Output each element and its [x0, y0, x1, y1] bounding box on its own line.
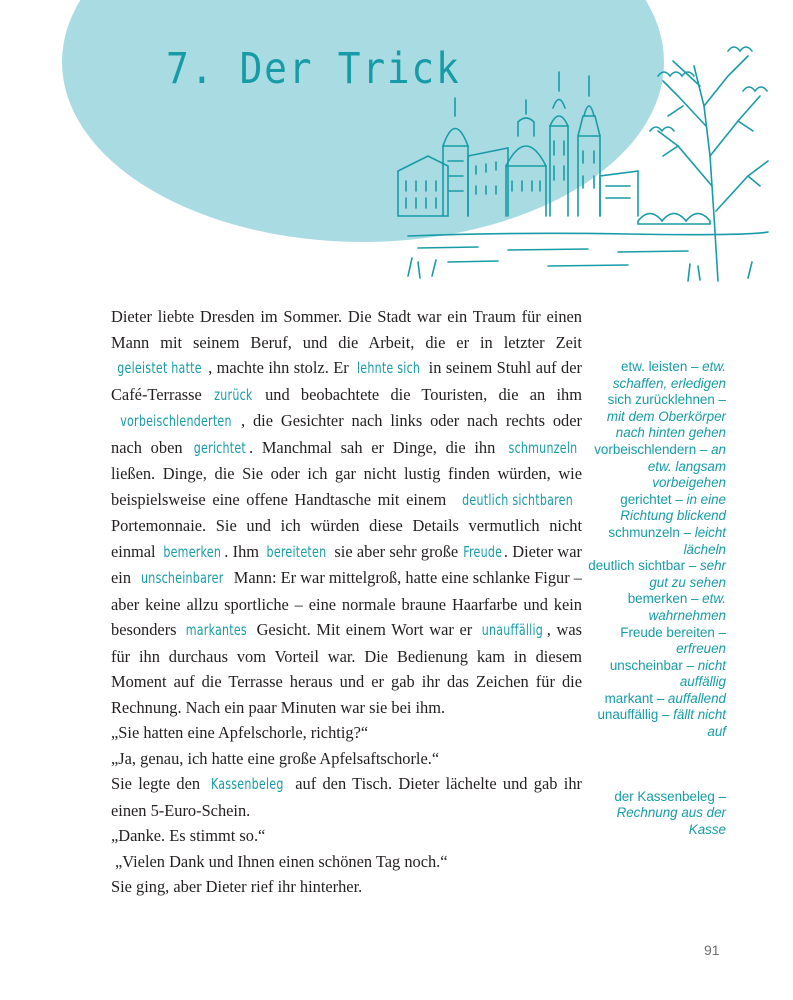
vocabulary-entry: sich zurücklehnen – mit dem Oberkörper nach hinten gehen — [606, 392, 726, 441]
chapter-title: 7. Der Trick — [166, 44, 461, 94]
glossed-word: lehnte sich — [357, 359, 421, 377]
vocabulary-entry: schmunzeln – leicht lächeln — [608, 524, 726, 557]
glossed-word: unscheinbarer — [141, 569, 224, 587]
paragraph-text: Mann: Er war mittelgroß, hatte eine schlanke Figur – aber keine allzu sportliche – eine normale braune Haarfarbe und kein besonders — [111, 568, 582, 639]
vocabulary-definition: in eine Richtung blickend — [620, 491, 726, 524]
vocabulary-list — [588, 359, 726, 741]
vocabulary-term: der Kassenbeleg — [614, 788, 715, 804]
vocabulary-definition: mit dem Oberkörper nach hinten gehen — [606, 408, 726, 441]
vocabulary-list — [588, 789, 726, 839]
glossed-word: bemerken — [163, 542, 221, 561]
paragraph-text: . Ihm — [224, 541, 264, 561]
vocabulary-entry: bemerken – etw. wahrnehmen — [627, 591, 726, 623]
vocabulary-definition: nicht auffällig — [679, 657, 726, 690]
vocabulary-entry: unscheinbar – nicht auffällig — [609, 657, 726, 690]
glossed-word: geleistet hatte — [117, 359, 202, 377]
paragraph-text: in seinem Stuhl auf der Café-Terrasse — [111, 358, 582, 404]
paragraph-text: , die Gesichter nach links oder nach rechts oder nach oben — [111, 411, 582, 457]
glossed-word: Freude — [463, 542, 503, 561]
dialogue-line: „Sie hatten eine Apfelschorle, richtig?“ — [111, 723, 369, 742]
dialogue-line: Sie ging, aber Dieter rief ihr hinterher. — [111, 877, 363, 896]
dialogue-line: „Vielen Dank und Ihnen einen schönen Tag noch.“ — [115, 851, 448, 871]
vocabulary-sidebar — [588, 359, 726, 838]
dialogue-line: „Ja, genau, ich hatte eine große Apfelsaftschorle.“ — [111, 748, 440, 768]
paragraph-text: , was für ihn durchaus vom Vorteil war. Die Bedienung kam in diesem Moment auf die Terrasse heraus und er gab ihr das Zeichen für die Rechnung. Nach ein paar Minuten war sie bei ihm. — [111, 620, 582, 717]
paragraph-text: . Manchmal sah er Dinge, die ihn — [249, 437, 505, 457]
glossed-word: vorbeischlenderten — [120, 412, 232, 430]
story-paragraph — [111, 304, 582, 720]
vocabulary-term: bemerken — [627, 591, 688, 607]
page-number: 91 — [704, 942, 720, 958]
glossed-word: markantes — [185, 621, 248, 639]
vocabulary-term: etw. leisten — [621, 359, 688, 374]
vocabulary-term: deutlich sichtbar — [588, 558, 686, 574]
vocabulary-definition: erfreuen — [676, 641, 726, 657]
vocabulary-entry: deutlich sichtbar – sehr gut zu sehen — [588, 558, 726, 590]
glossed-word: zurück — [214, 385, 253, 404]
vocabulary-entry: gerichtet – in eine Richtung blickend — [620, 491, 726, 524]
vocabulary-definition: sehr gut zu sehen — [649, 558, 726, 590]
vocabulary-term: unauffällig — [597, 707, 659, 723]
dialogue-text: Sie legte den — [111, 774, 207, 793]
vocabulary-term: sich zurücklehnen — [607, 392, 715, 408]
paragraph-text: ließen. Dinge, die Sie oder ich gar nicht lustig finden würden, wie beispielsweise eine offene Handtasche mit einem — [111, 464, 582, 509]
glossed-word: Kassenbeleg — [211, 775, 284, 793]
vocabulary-term: markant — [604, 690, 654, 706]
glossed-word: unauffällig — [481, 621, 543, 639]
glossed-word: gerichtet — [194, 438, 247, 457]
glossed-word: bereiteten — [266, 542, 327, 561]
vocabulary-definition: fällt nicht auf — [673, 707, 726, 740]
glossed-word: deutlich sichtbaren — [462, 490, 573, 509]
paragraph-text: Portemonnaie. Sie und ich würden diese Details vermutlich nicht einmal — [111, 516, 582, 561]
paragraph-text: und beobachtete die Touristen, die an ihm — [253, 384, 582, 404]
vocabulary-definition: an etw. langsam vorbeigehen — [647, 441, 726, 491]
paragraph-text: sie aber sehr große — [330, 541, 463, 561]
dialogue-text: auf den Tisch. Dieter lächelte und gab ihr einen 5-Euro-Schein. — [111, 774, 582, 820]
vocabulary-definition: etw. schaffen, erledigen — [612, 359, 726, 391]
vocabulary-term: schmunzeln — [608, 524, 680, 540]
story-text — [111, 304, 582, 900]
vocabulary-term: vorbeischlendern — [594, 441, 697, 457]
vocabulary-term: unscheinbar — [609, 657, 683, 673]
vocabulary-definition: auffallend — [667, 690, 726, 706]
vocabulary-definition: leicht lächeln — [683, 524, 726, 557]
dialogue-line — [111, 771, 582, 823]
paragraph-text: Gesicht. Mit einem Wort war er — [250, 620, 478, 639]
vocabulary-definition: etw. wahrnehmen — [648, 591, 726, 623]
vocabulary-term: gerichtet — [620, 491, 672, 507]
dialogue-line: „Danke. Es stimmt so.“ — [111, 826, 266, 845]
paragraph-text: , machte ihn stolz. Er — [208, 358, 354, 377]
vocabulary-entry: etw. leisten – etw. schaffen, erledigen — [612, 359, 726, 391]
vocabulary-entry: Freude bereiten – erfreuen — [620, 624, 726, 657]
vocabulary-term: Freude bereiten — [620, 624, 715, 640]
vocabulary-definition: Rechnung aus der Kasse — [616, 805, 726, 837]
paragraph-text: Dieter liebte Dresden im Sommer. Die Stadt war ein Traum für einen Mann mit seinem Beruf, und die Arbeit, die er in letzter Zeit — [111, 307, 582, 352]
vocabulary-entry: der Kassenbeleg – Rechnung aus der Kasse — [614, 788, 726, 837]
glossed-word: schmunzeln — [508, 438, 578, 457]
dresden-skyline-sketch-icon — [388, 36, 778, 286]
vocabulary-entry: unauffällig – fällt nicht auf — [597, 707, 726, 740]
vocabulary-entry: markant – auffallend — [604, 690, 726, 706]
paragraph-text: . Dieter war ein — [111, 541, 583, 587]
vocabulary-entry: vorbeischlendern – an etw. langsam vorbeigehen — [594, 441, 726, 491]
